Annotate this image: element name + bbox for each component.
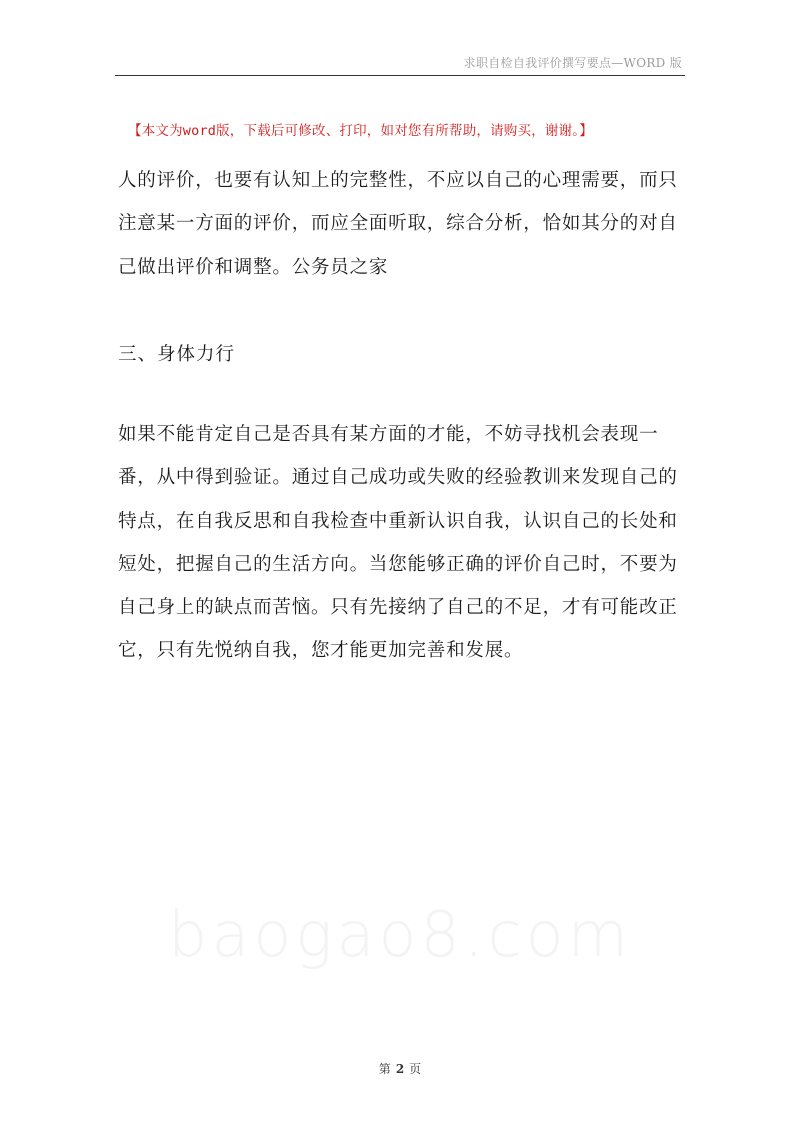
header-rule <box>115 75 685 76</box>
running-header: 求职自检自我评价撰写要点—WORD 版 <box>463 56 682 70</box>
page-number <box>0 1060 800 1077</box>
page-number-suffix: 页 <box>409 1062 422 1076</box>
purchase-notice: 【本文为word版，下载后可修改、打印，如对您有所帮助，请购买，谢谢。】 <box>128 123 593 139</box>
page-number-prefix: 第 <box>378 1062 391 1076</box>
watermark: baogao8.com <box>168 898 632 971</box>
page-number-value: 2 <box>395 1062 405 1076</box>
section-heading: 三、身体力行 <box>118 344 236 365</box>
paragraph-1: 人的评价，也要有认知上的完整性，不应以自己的心理需要，而只注意某一方面的评价，而应全面听取，综合分析，恰如其分的对自己做出评价和调整。公务员之家 <box>118 170 678 278</box>
paragraph-2: 如果不能肯定自己是否具有某方面的才能，不妨寻找机会表现一番，从中得到验证。通过自己成功或失败的经验教训来发现自己的特点，在自我反思和自我检查中重新认识自我，认识自己的长处和短处，把握自己的生活方向。当您能够正确的评价自己时，不要为自己身上的缺点而苦恼。只有先接纳了自己的不足，才有可能改正它，只有先悦纳自我，您才能更加完善和发展。 <box>118 424 678 662</box>
